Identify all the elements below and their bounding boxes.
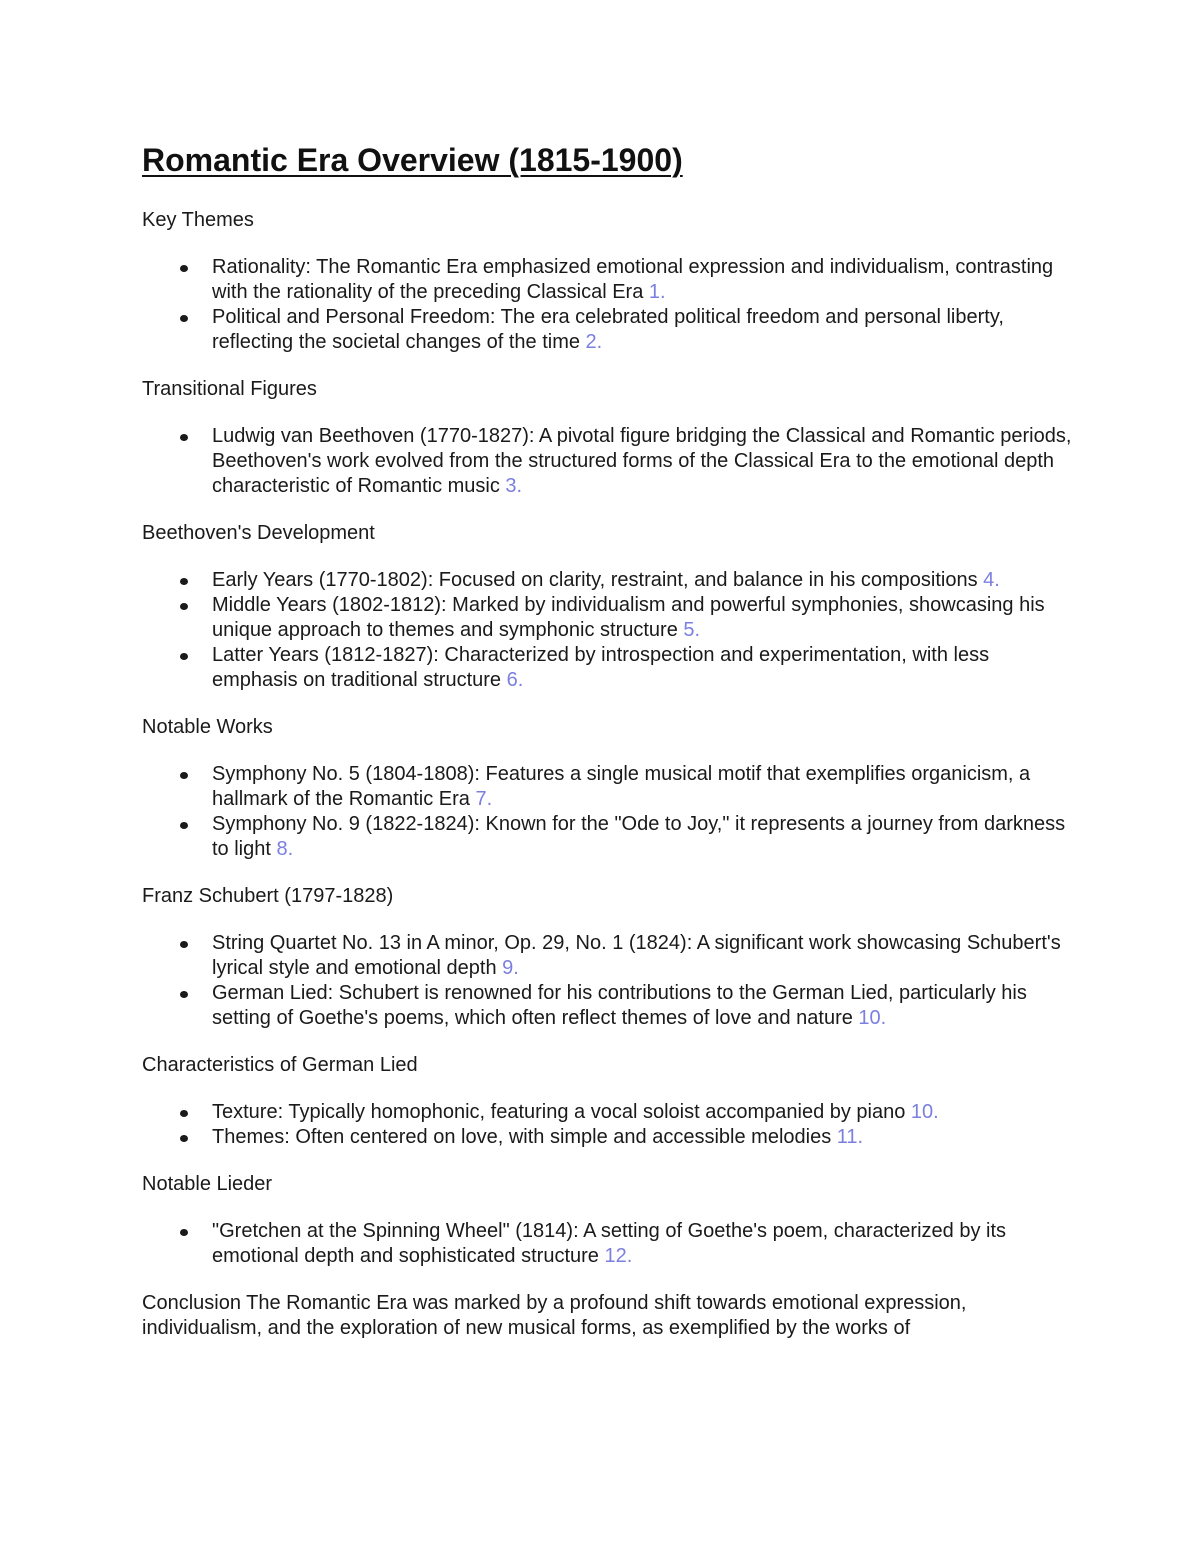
reference-period: . <box>857 1126 864 1148</box>
list-item-text: Themes: Often centered on love, with simple and accessible melodies <box>212 1126 837 1148</box>
list-item-text: Early Years (1770-1802): Focused on clarity, restraint, and balance in his compositions <box>212 569 984 591</box>
reference-period: . <box>933 1101 939 1123</box>
list-item <box>142 568 1072 593</box>
bullet-icon <box>180 603 188 610</box>
list-item-text: Symphony No. 9 (1822-1824): Known for the "Ode to Joy," it represents a journey from darkness to light <box>212 813 1066 860</box>
list-item <box>142 1125 1072 1150</box>
lied-characteristics-list <box>142 1100 1072 1150</box>
page-title: Romantic Era Overview (1815-1900) <box>142 142 683 178</box>
section-heading-transitional-figures: Transitional Figures <box>142 378 317 400</box>
reference-period: . <box>596 331 603 353</box>
list-item-text: String Quartet No. 13 in A minor, Op. 29, No. 1 (1824): A significant work showcasing Schubert's lyrical style and emotional depth <box>212 932 1061 979</box>
list-item <box>142 931 1072 981</box>
reference-number: 6 <box>506 669 518 691</box>
bullet-icon <box>180 822 188 829</box>
list-item <box>142 643 1072 693</box>
list-item <box>142 1219 1072 1269</box>
conclusion-paragraph: Conclusion The Romantic Era was marked by a profound shift towards emotional expression, individualism, and the exploration of new musical forms, as exemplified by the works of <box>142 1292 967 1339</box>
list-item <box>142 255 1072 305</box>
reference-period: . <box>287 838 294 860</box>
section-heading-schubert: Franz Schubert (1797-1828) <box>142 885 394 907</box>
list-item-text: Ludwig van Beethoven (1770-1827): A pivotal figure bridging the Classical and Romantic periods, Beethoven's work evolved from the structured forms of the Classical Era to the emotional depth characteristic of Romantic music <box>212 425 1072 497</box>
list-item <box>142 981 1072 1031</box>
section-heading-key-themes: Key Themes <box>142 209 254 231</box>
list-item <box>142 593 1072 643</box>
list-item-text: Symphony No. 5 (1804-1808): Features a single musical motif that exemplifies organicism, a hallmark of the Romantic Era <box>212 763 1031 810</box>
bullet-icon <box>180 1229 188 1236</box>
list-item-text: Middle Years (1802-1812): Marked by individualism and powerful symphonies, showcasing his unique approach to themes and symphonic structure <box>212 594 1045 641</box>
key-themes-list <box>142 255 1072 355</box>
reference-number: 8 <box>276 838 288 860</box>
schubert-list <box>142 931 1072 1031</box>
list-item <box>142 305 1072 355</box>
notable-works-list <box>142 762 1072 862</box>
reference-number: 3 <box>505 475 517 497</box>
notable-lieder-list <box>142 1219 1072 1269</box>
list-item-text: Political and Personal Freedom: The era celebrated political freedom and personal liberty, reflecting the societal changes of the time <box>212 306 1004 353</box>
bullet-icon <box>180 265 188 272</box>
section-heading-notable-works: Notable Works <box>142 716 273 738</box>
reference-period: . <box>880 1007 887 1029</box>
reference-number: 10 <box>858 1007 881 1029</box>
bullet-icon <box>180 1110 188 1117</box>
reference-number: 11 <box>836 1126 858 1148</box>
list-item-text: "Gretchen at the Spinning Wheel" (1814): A setting of Goethe's poem, characterized by its emotional depth and sophisticated structure <box>212 1220 1007 1267</box>
reference-number: 5 <box>683 619 695 641</box>
list-item-text: Rationality: The Romantic Era emphasized emotional expression and individualism, contrasting with the rationality of the preceding Classical Era <box>212 256 1054 303</box>
list-item-text: Texture: Typically homophonic, featuring a vocal soloist accompanied by piano <box>212 1101 911 1123</box>
reference-number: 12 <box>604 1245 627 1267</box>
reference-period: . <box>517 669 524 691</box>
section-heading-notable-lieder: Notable Lieder <box>142 1173 273 1195</box>
beethoven-development-list <box>142 568 1072 693</box>
bullet-icon <box>180 315 188 322</box>
reference-period: . <box>994 569 1000 591</box>
reference-period: . <box>694 619 701 641</box>
list-item <box>142 762 1072 812</box>
reference-number: 10 <box>910 1101 934 1123</box>
reference-period: . <box>626 1245 633 1267</box>
section-heading-beethoven-development: Beethoven's Development <box>142 522 375 544</box>
reference-period: . <box>486 788 493 810</box>
bullet-icon <box>180 434 188 441</box>
list-item-text: Latter Years (1812-1827): Characterized by introspection and experimentation, with less emphasis on traditional structure <box>212 644 990 691</box>
bullet-icon <box>180 941 188 948</box>
list-item <box>142 424 1072 499</box>
transitional-figures-list <box>142 424 1072 499</box>
list-item-text: German Lied: Schubert is renowned for his contributions to the German Lied, particularly his setting of Goethe's poems, which often reflect themes of love and nature <box>212 982 1027 1029</box>
list-item <box>142 1100 1072 1125</box>
reference-number: 7 <box>475 788 487 810</box>
bullet-icon <box>180 1135 188 1142</box>
document-page <box>142 138 1072 1341</box>
reference-number: 2 <box>585 331 597 353</box>
reference-number: 1 <box>648 281 661 303</box>
reference-period: . <box>513 957 519 979</box>
reference-period: . <box>516 475 523 497</box>
reference-number: 9 <box>502 957 514 979</box>
bullet-icon <box>180 991 188 998</box>
bullet-icon <box>180 578 188 585</box>
bullet-icon <box>180 772 188 779</box>
list-item <box>142 812 1072 862</box>
reference-number: 4 <box>983 569 995 591</box>
reference-period: . <box>660 281 666 303</box>
section-heading-lied-characteristics: Characteristics of German Lied <box>142 1054 418 1076</box>
bullet-icon <box>180 653 188 660</box>
